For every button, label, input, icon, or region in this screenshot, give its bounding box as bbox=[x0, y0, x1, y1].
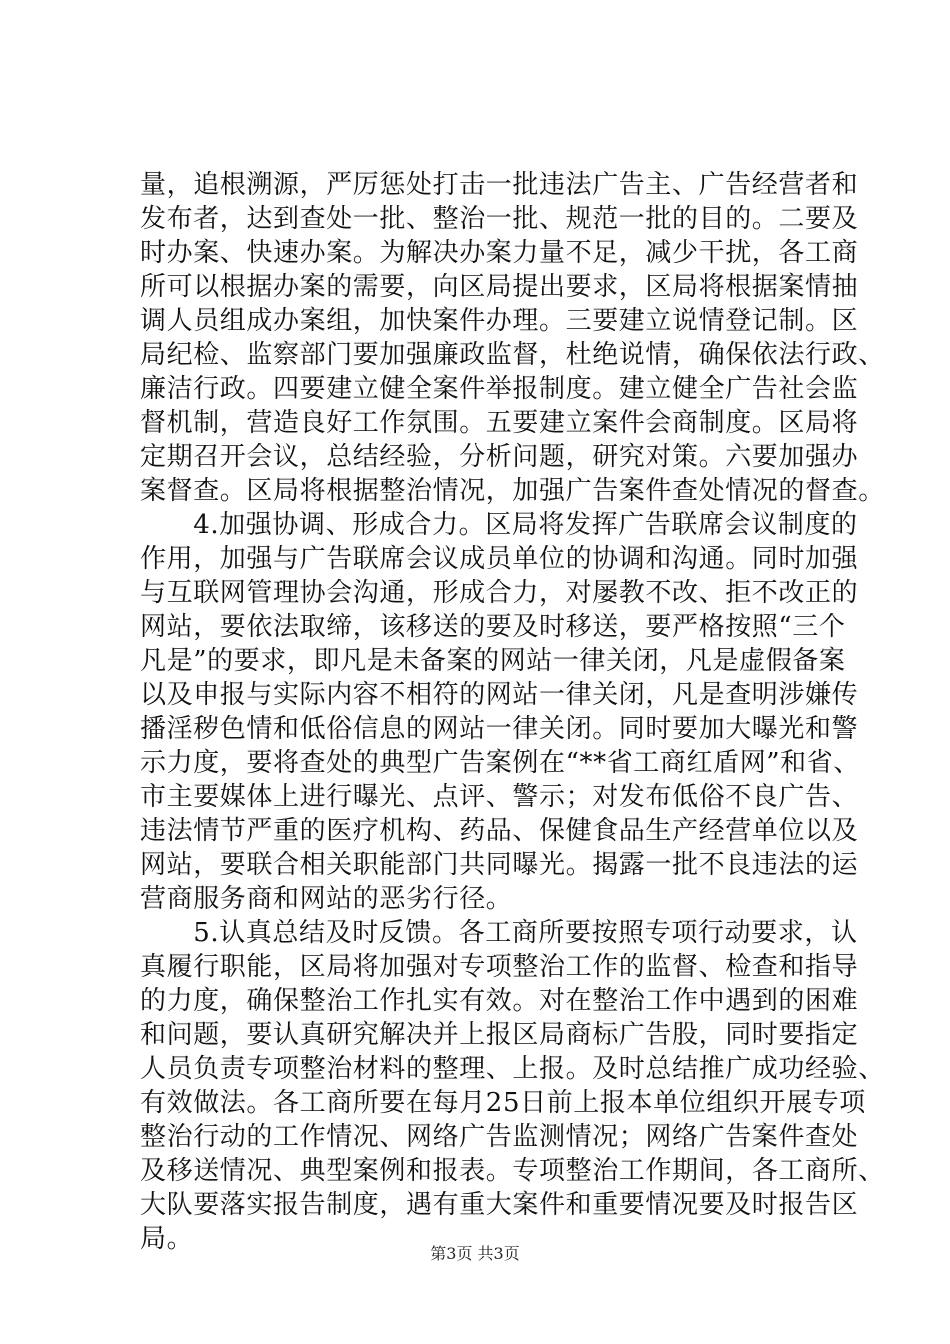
text-line: 以及申报与实际内容不相符的网站一律关闭，凡是查明涉嫌传 bbox=[140, 680, 859, 710]
text-line: 及移送情况、典型案例和报表。专项整治工作期间，各工商所、 bbox=[140, 1156, 885, 1186]
text-line: 整治行动的工作情况、网络广告监测情况；网络广告案件查处 bbox=[140, 1122, 859, 1152]
text-line: 案督查。区局将根据整治情况，加强广告案件查处情况的督查。 bbox=[140, 476, 885, 506]
text-line: 网站，要依法取缔，该移送的要及时移送，要严格按照“三个 bbox=[140, 612, 846, 642]
body-text bbox=[140, 168, 885, 1256]
page-number-footer: 第3页 共3页 bbox=[430, 1244, 520, 1263]
text-line: 局纪检、监察部门要加强廉政监督，杜绝说情，确保依法行政、 bbox=[140, 340, 885, 370]
text-line: 和问题，要认真研究解决并上报区局商标广告股，同时要指定 bbox=[140, 1020, 859, 1050]
text-line: 凡是”的要求，即凡是未备案的网站一律关闭，凡是虚假备案 bbox=[140, 646, 846, 676]
text-line: 作用，加强与广告联席会议成员单位的协调和沟通。同时加强 bbox=[140, 544, 859, 574]
text-line: 量，追根溯源，严厉惩处打击一批违法广告主、广告经营者和 bbox=[140, 170, 859, 200]
text-line: 的力度，确保整治工作扎实有效。对在整治工作中遇到的困难 bbox=[140, 986, 859, 1016]
text-line: 定期召开会议，总结经验，分析问题，研究对策。六要加强办 bbox=[140, 442, 859, 472]
text-line: 调人员组成办案组，加快案件办理。三要建立说情登记制。区 bbox=[140, 306, 859, 336]
text-line: 真履行职能，区局将加强对专项整治工作的监督、检查和指导 bbox=[140, 952, 859, 982]
text-line: 示力度，要将查处的典型广告案例在“**省工商红盾网”和省、 bbox=[140, 748, 860, 778]
paragraph-start-line: 5.认真总结及时反馈。各工商所要按照专项行动要求，认 bbox=[140, 918, 858, 948]
text-line: 市主要媒体上进行曝光、点评、警示；对发布低俗不良广告、 bbox=[140, 782, 859, 812]
text-line: 营商服务商和网站的恶劣行径。 bbox=[140, 884, 513, 914]
text-line: 播淫秽色情和低俗信息的网站一律关闭。同时要加大曝光和警 bbox=[140, 714, 859, 744]
text-line: 廉洁行政。四要建立健全案件举报制度。建立健全广告社会监 bbox=[140, 374, 859, 404]
text-line: 时办案、快速办案。为解决办案力量不足，减少干扰，各工商 bbox=[140, 238, 859, 268]
text-line: 局。 bbox=[140, 1224, 194, 1254]
text-line: 网站，要联合相关职能部门共同曝光。揭露一批不良违法的运 bbox=[140, 850, 859, 880]
paragraph-start-line: 4.加强协调、形成合力。区局将发挥广告联席会议制度的 bbox=[140, 510, 858, 540]
text-line: 与互联网管理协会沟通，形成合力，对屡教不改、拒不改正的 bbox=[140, 578, 859, 608]
text-line: 人员负责专项整治材料的整理、上报。及时总结推广成功经验、 bbox=[140, 1054, 885, 1084]
text-line: 督机制，营造良好工作氛围。五要建立案件会商制度。区局将 bbox=[140, 408, 859, 438]
text-line: 违法情节严重的医疗机构、药品、保健食品生产经营单位以及 bbox=[140, 816, 859, 846]
text-line: 大队要落实报告制度，遇有重大案件和重要情况要及时报告区 bbox=[140, 1190, 859, 1220]
text-line: 所可以根据办案的需要，向区局提出要求，区局将根据案情抽 bbox=[140, 272, 859, 302]
text-line: 有效做法。各工商所要在每月25日前上报本单位组织开展专项 bbox=[140, 1088, 866, 1118]
text-line: 发布者，达到查处一批、整治一批、规范一批的目的。二要及 bbox=[140, 204, 859, 234]
